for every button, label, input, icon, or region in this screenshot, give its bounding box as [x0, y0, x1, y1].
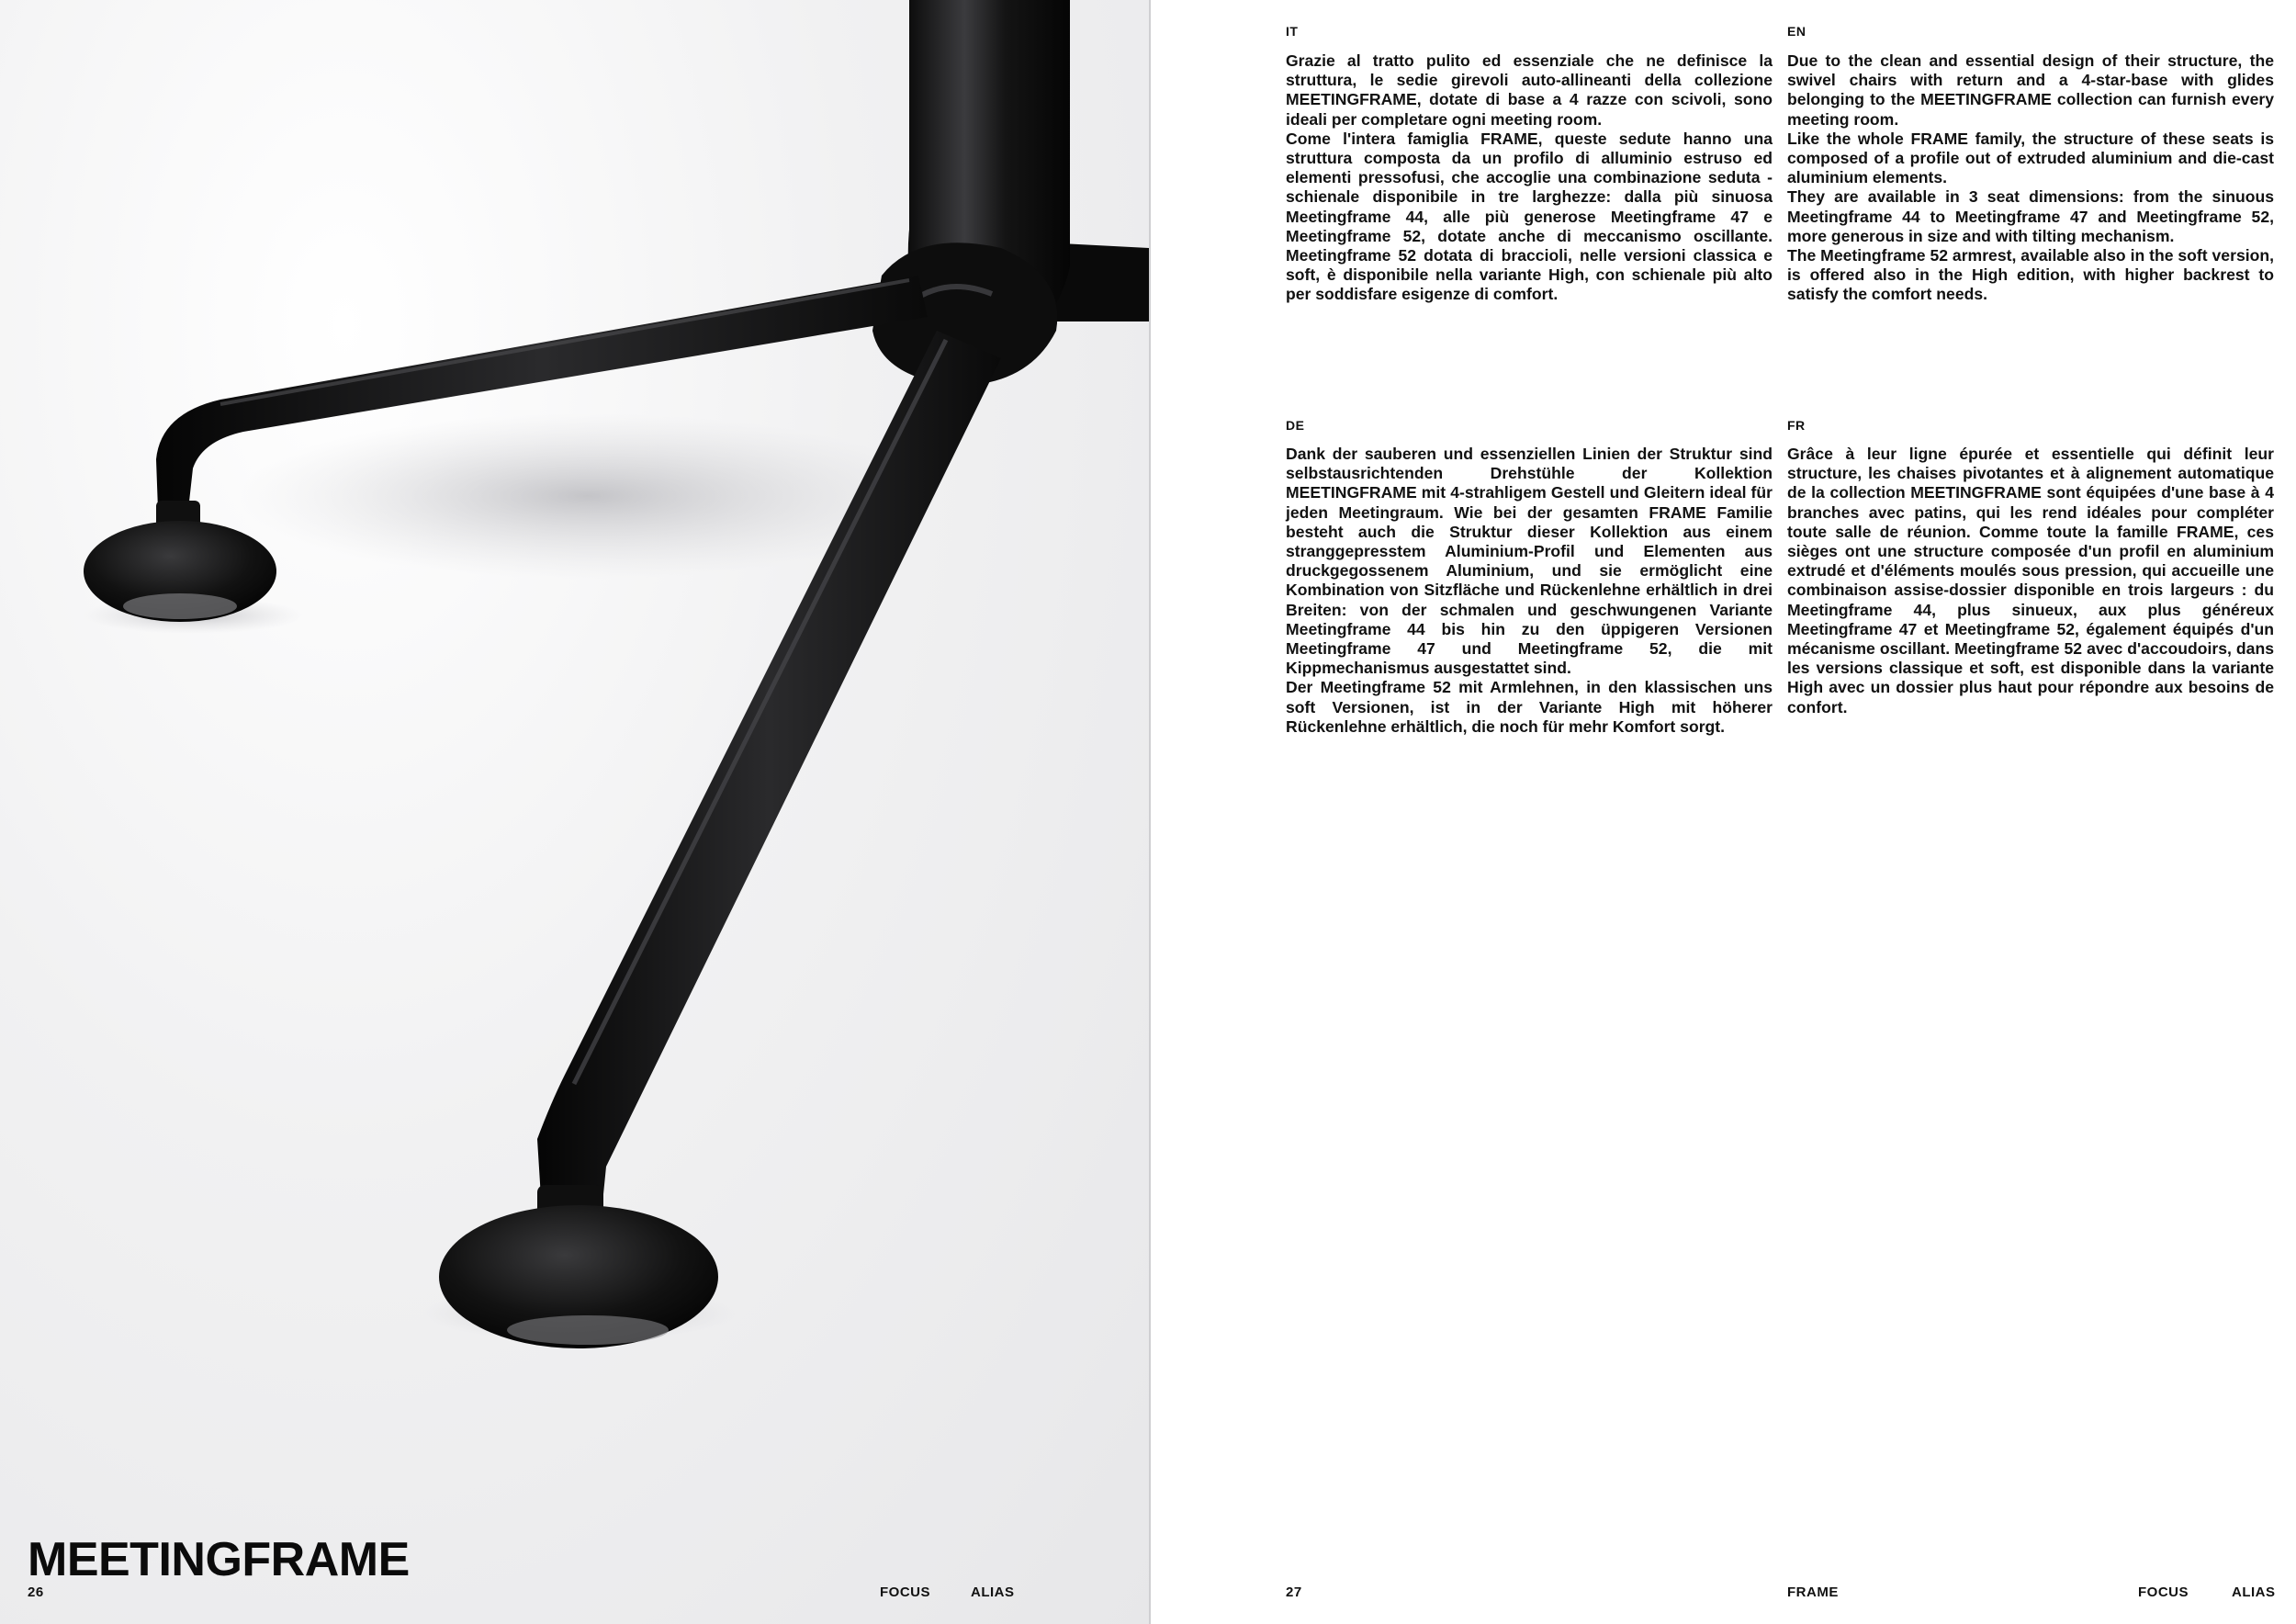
footer-brand-left: ALIAS: [971, 1585, 1015, 1600]
text-fr: [1787, 445, 2274, 717]
lang-label-de: DE: [1286, 418, 1305, 433]
lang-label-fr: FR: [1787, 418, 1806, 433]
paragraph: Grazie al tratto pulito ed essenziale che ne definisce la struttura, le sedie girevoli auto-allineanti della collezione MEETINGFRAME, dotate di base a 4 razze con scivoli, sono ideali per completare ogni meeting room.: [1286, 51, 1773, 129]
paragraph: Dank der sauberen und essenziellen Linien der Struktur sind selbstausrichtenden Drehstühle der Kollektion MEETINGFRAME mit 4-strahligem Gestell und Gleitern ideal für jeden Meetingraum. Wie bei der gesamten FRAME Familie besteht auch die Struktur dieser Kollektion aus einem stranggepresstem Aluminium-Profil und Elementen aus druckgegossenem Aluminium, und sie ermöglicht eine Kombination von Sitzfläche und Rückenlehne erhältlich in drei Breiten: von der schmalen und geschwungenen Variante Meetingframe 44 bis hin zu den üppigeren Versionen Meetingframe 47 und Meetingframe 52, die mit Kippmechanismus ausgestattet sind.: [1286, 445, 1773, 678]
text-it: [1286, 51, 1773, 305]
leg-highlight: [220, 280, 909, 404]
glide-front-pad: [507, 1315, 669, 1345]
footer-brand-right: ALIAS: [2232, 1585, 2276, 1600]
paragraph: Der Meetingframe 52 mit Armlehnen, in den klassischen uns soft Versionen, ist in der Variante High mit höherer Rückenlehne erhältlich, die noch für mehr Komfort sorgt.: [1286, 678, 1773, 736]
lang-label-it: IT: [1286, 24, 1299, 39]
collection-title: MEETINGFRAME: [28, 1533, 410, 1586]
page-number-right: 27: [1286, 1585, 1302, 1600]
glide-left-pad: [123, 593, 237, 619]
page-number-left: 26: [28, 1585, 44, 1600]
footer-collection-right: FRAME: [1787, 1585, 1839, 1600]
text-en: [1787, 51, 2274, 305]
footer-focus-left: FOCUS: [880, 1585, 930, 1600]
text-de: [1286, 445, 1773, 737]
paragraph: The Meetingframe 52 armrest, available also in the soft version, is offered also in the High edition, with higher backrest to satisfy the comfort needs.: [1787, 246, 2274, 304]
footer-focus-right: FOCUS: [2138, 1585, 2189, 1600]
paragraph: Come l'intera famiglia FRAME, queste sedute hanno una struttura composta da un profilo di alluminio estruso ed elementi pressofusi, che accoglie una combinazione seduta - schienale disponibile in tre larghezze: dalla più sinuosa Meetingframe 44, alle più generose Meetingframe 47 e Meetingframe 52, dotate anche di meccanismo oscillante. Meetingframe 52 dotata di braccioli, nelle versioni classica e soft, è disponibile nella variante High, con schienale più alto per soddisfare esigenze di comfort.: [1286, 129, 1773, 304]
paragraph: Like the whole FRAME family, the structure of these seats is composed of a profile out of extruded aluminium and die-cast aluminium elements.: [1787, 129, 2274, 187]
paragraph: Grâce à leur ligne épurée et essentielle qui définit leur structure, les chaises pivotantes et à alignement automatique de la collection MEETINGFRAME sont équipées d'une base à 4 branches avec patins, qui les rend idéales pour compléter toute salle de réunion. Comme toute la famille FRAME, ces sièges ont une structure composée d'un profil en aluminium extrudé et d'éléments moulés sous pression, qui accueille une combinaison assise-dossier disponible en trois largeurs : du Meetingframe 44, plus sinueux, aux plus généreux Meetingframe 47 et Meetingframe 52, également équipés d'un mécanisme oscillant. Meetingframe 52 avec d'accoudoirs, dans les versions classique et soft, est disponible dans la variante High avec un dossier plus haut pour répondre aux besoins de confort.: [1787, 445, 2274, 716]
paragraph: Due to the clean and essential design of their structure, the swivel chairs with return and a 4-star-base with glides belonging to the MEETINGFRAME collection can furnish every meeting room.: [1787, 51, 2274, 129]
paragraph: They are available in 3 seat dimensions: from the sinuous Meetingframe 44 to Meetingframe 47 and Meetingframe 52, more generous in size and with tilting mechanism.: [1787, 187, 2274, 245]
lang-label-en: EN: [1787, 24, 1806, 39]
page-gutter: [1149, 0, 1151, 1624]
